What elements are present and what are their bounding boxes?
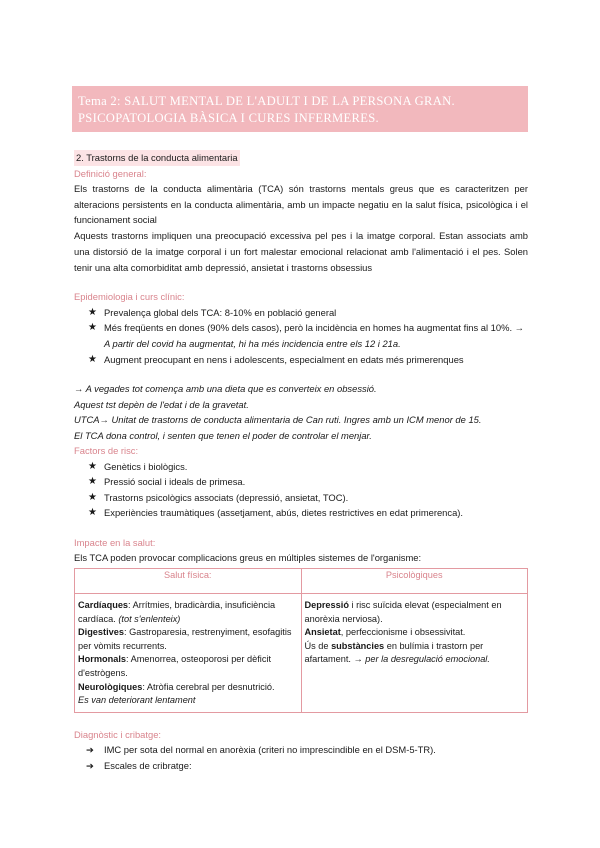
list-item: ➔ Escales de cribratge: bbox=[86, 758, 528, 774]
list-item: ★ Augment preocupant en nens i adolescents, especialment en edats més primerenques bbox=[88, 352, 528, 368]
factors-heading: Factors de risc: bbox=[74, 445, 139, 457]
document-body bbox=[74, 150, 528, 773]
definicio-paragraph-1: Els trastorns de la conducta alimentària (TCA) són trastorns mentals greus que es caracteritzen per alteracions persistents en la conducta alimentària, amb un impacte negatiu en la salut física, psicològica i el funcionament social bbox=[74, 183, 528, 226]
banner-line-1: Tema 2: SALUT MENTAL DE L'ADULT I DE LA PERSONA GRAN. bbox=[78, 94, 455, 108]
diagnostic-heading: Diagnòstic i cribatge: bbox=[74, 728, 162, 740]
banner-line-2: PSICOPATOLOGIA BÀSICA I CURES INFERMERES. bbox=[78, 111, 379, 125]
note-line: UTCA→ Unitat de trastorns de conducta alimentaria de Can ruti. Ingres amb un ICM menor de 15. bbox=[74, 414, 482, 426]
table-header-psico: Psicològiques bbox=[301, 568, 528, 593]
section-title: 2. Trastorns de la conducta alimentaria bbox=[74, 150, 240, 166]
star-bullet-icon: ★ bbox=[88, 322, 97, 334]
arrow-bullet-icon: ➔ bbox=[86, 759, 94, 771]
arrow-bullet-icon: ➔ bbox=[86, 744, 94, 756]
star-bullet-icon: ★ bbox=[88, 460, 97, 472]
list-item: ★ Trastorns psicològics associats (depressió, ansietat, TOC). bbox=[88, 490, 528, 506]
covid-note: → A partir del covid ha augmentat, hi ha més incidencia entre els 12 i 21a. bbox=[104, 322, 525, 349]
star-bullet-icon: ★ bbox=[88, 476, 97, 488]
impacte-intro: Els TCA poden provocar complicacions greus en múltiples sistemes de l'organisme: bbox=[74, 552, 422, 564]
topic-banner bbox=[72, 86, 528, 132]
star-bullet-icon: ★ bbox=[88, 306, 97, 318]
list-item: ★ Genètics i biològics. bbox=[88, 459, 528, 475]
psico-cell: Depressió i risc suïcida elevat (especialment en anorèxia nerviosa). Ansietat, perfeccionisme i obsessivitat. Ús de substàncies en bulímia i trastorn per afartament. → per la desregulació emocional. bbox=[301, 593, 528, 712]
definicio-heading: Definició general: bbox=[74, 167, 147, 179]
note-line: El TCA dona control, i senten que tenen el poder de controlar el menjar. bbox=[74, 429, 372, 441]
impact-table bbox=[74, 568, 528, 713]
list-item: ★ Experiències traumàtiques (assetjament, abús, dietes restrictives en edat primerenca). bbox=[88, 505, 528, 521]
note-line: Aquest tst depèn de l'edat i de la gravetat. bbox=[74, 398, 249, 410]
list-item: ★ Pressió social i ideals de primesa. bbox=[88, 474, 528, 490]
list-item: ★ Prevalença global dels TCA: 8-10% en població general bbox=[88, 305, 528, 321]
epidemiologia-heading: Epidemiologia i curs clínic: bbox=[74, 291, 185, 303]
diagnostic-list bbox=[74, 742, 528, 773]
impacte-heading: Impacte en la salut: bbox=[74, 536, 156, 548]
list-item: ★ Més freqüents en dones (90% dels casos), però la incidència en homes ha augmentat fins al 10%. → A partir del covid ha augmentat, hi ha més incidencia entre els 12 i 21a. bbox=[88, 322, 525, 349]
star-bullet-icon: ★ bbox=[88, 491, 97, 503]
fisica-cell: Cardíaques: Arrítmies, bradicàrdia, insuficiència cardíaca. (tot s'enlenteix) Digestives: Gastroparesia, restrenyiment, esofagitis per vòmits recurrents. Hormonals: Amenorrea, osteoporosi per dèficit d'estrògens. Neurològiques: Atròfia cerebral per desnutrició. Es van deteriorant lentament bbox=[75, 593, 302, 712]
factors-list bbox=[74, 459, 528, 521]
list-item: ➔ IMC per sota del normal en anorèxia (criteri no imprescindible en el DSM-5-TR). bbox=[86, 742, 528, 758]
star-bullet-icon: ★ bbox=[88, 353, 97, 365]
table-header-fisica: Salut física: bbox=[75, 568, 302, 593]
epidemiologia-list bbox=[74, 305, 528, 367]
star-bullet-icon: ★ bbox=[88, 507, 97, 519]
note-line: → A vegades tot comença amb una dieta que es converteix en obsessió. bbox=[74, 383, 377, 395]
definicio-paragraph-2: Aquests trastorns impliquen una preocupació excessiva pel pes i la imatge corporal. Estan associats amb una distorsió de la imatge corporal i un fort malestar emocional relacionat amb l'alimentació i el pes. Solen tenir una alta comorbiditat amb depressió, ansietat i trastorns obsessius bbox=[74, 230, 528, 273]
